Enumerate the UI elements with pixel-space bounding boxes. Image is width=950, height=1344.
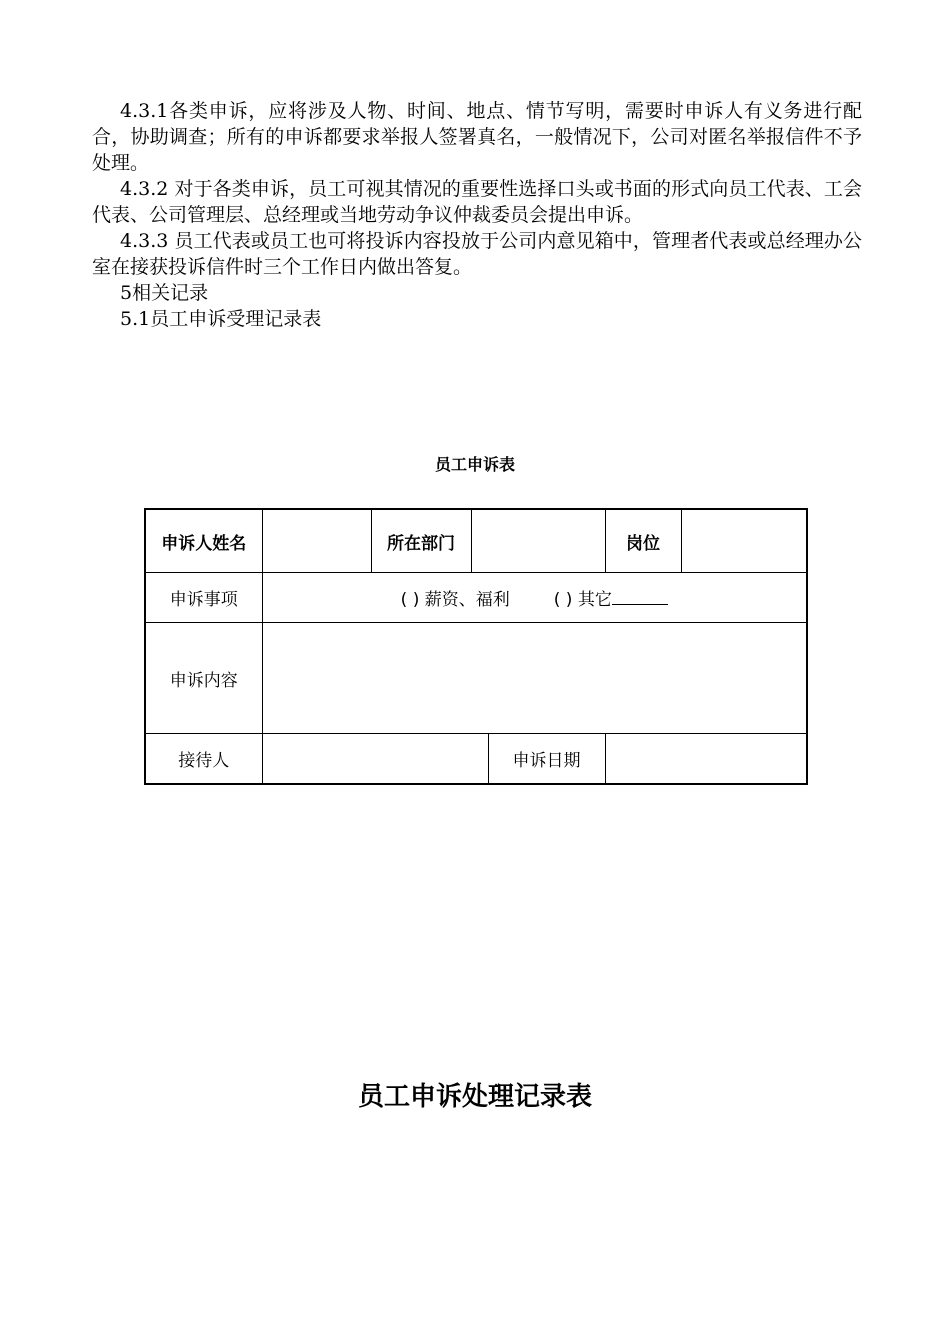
dept-field[interactable] bbox=[471, 509, 605, 573]
body-text bbox=[92, 98, 862, 332]
appeal-form-title: 员工申诉表 bbox=[434, 455, 515, 474]
option-other-label: ( ) 其它 bbox=[553, 590, 612, 610]
date-field[interactable] bbox=[605, 734, 807, 785]
date-label: 申诉日期 bbox=[488, 734, 605, 785]
paragraph-4-3-3: 4.3.3 员工代表或员工也可将投诉内容投放于公司内意见箱中，管理者代表或总经理办公室在接获投诉信件时三个工作日内做出答复。 bbox=[92, 230, 862, 278]
paragraph-4-3-2: 4.3.2 对于各类申诉，员工可视其情况的重要性选择口头或书面的形式向员工代表、工会代表、公司管理层、总经理或当地劳动争议仲裁委员会提出申诉。 bbox=[92, 178, 862, 226]
matter-options bbox=[262, 573, 807, 623]
option-other-blank[interactable] bbox=[612, 590, 668, 605]
name-label: 申诉人姓名 bbox=[145, 509, 262, 573]
table-row bbox=[145, 573, 807, 623]
dept-label: 所在部门 bbox=[371, 509, 471, 573]
receiver-label: 接待人 bbox=[145, 734, 262, 785]
table-row bbox=[145, 734, 807, 785]
receiver-field[interactable] bbox=[262, 734, 488, 785]
option-salary-checkbox[interactable]: ( ) 薪资、福利 bbox=[400, 590, 510, 610]
appeal-form-table bbox=[144, 508, 808, 785]
record-table-title: 员工申诉处理记录表 bbox=[357, 1082, 592, 1112]
post-field[interactable] bbox=[681, 509, 807, 573]
option-other-checkbox[interactable] bbox=[554, 585, 668, 610]
content-label: 申诉内容 bbox=[145, 623, 262, 734]
name-field[interactable] bbox=[262, 509, 371, 573]
heading-related-records: 5相关记录 bbox=[120, 282, 209, 304]
table-row bbox=[145, 509, 807, 573]
heading-record-form: 5.1员工申诉受理记录表 bbox=[120, 308, 322, 330]
table-row bbox=[145, 623, 807, 734]
post-label: 岗位 bbox=[605, 509, 681, 573]
matter-label: 申诉事项 bbox=[145, 573, 262, 623]
content-field[interactable] bbox=[262, 623, 807, 734]
paragraph-4-3-1: 4.3.1各类申诉，应将涉及人物、时间、地点、情节写明，需要时申诉人有义务进行配合，协助调查；所有的申诉都要求举报人签署真名，一般情况下，公司对匿名举报信件不予处理。 bbox=[92, 100, 862, 174]
